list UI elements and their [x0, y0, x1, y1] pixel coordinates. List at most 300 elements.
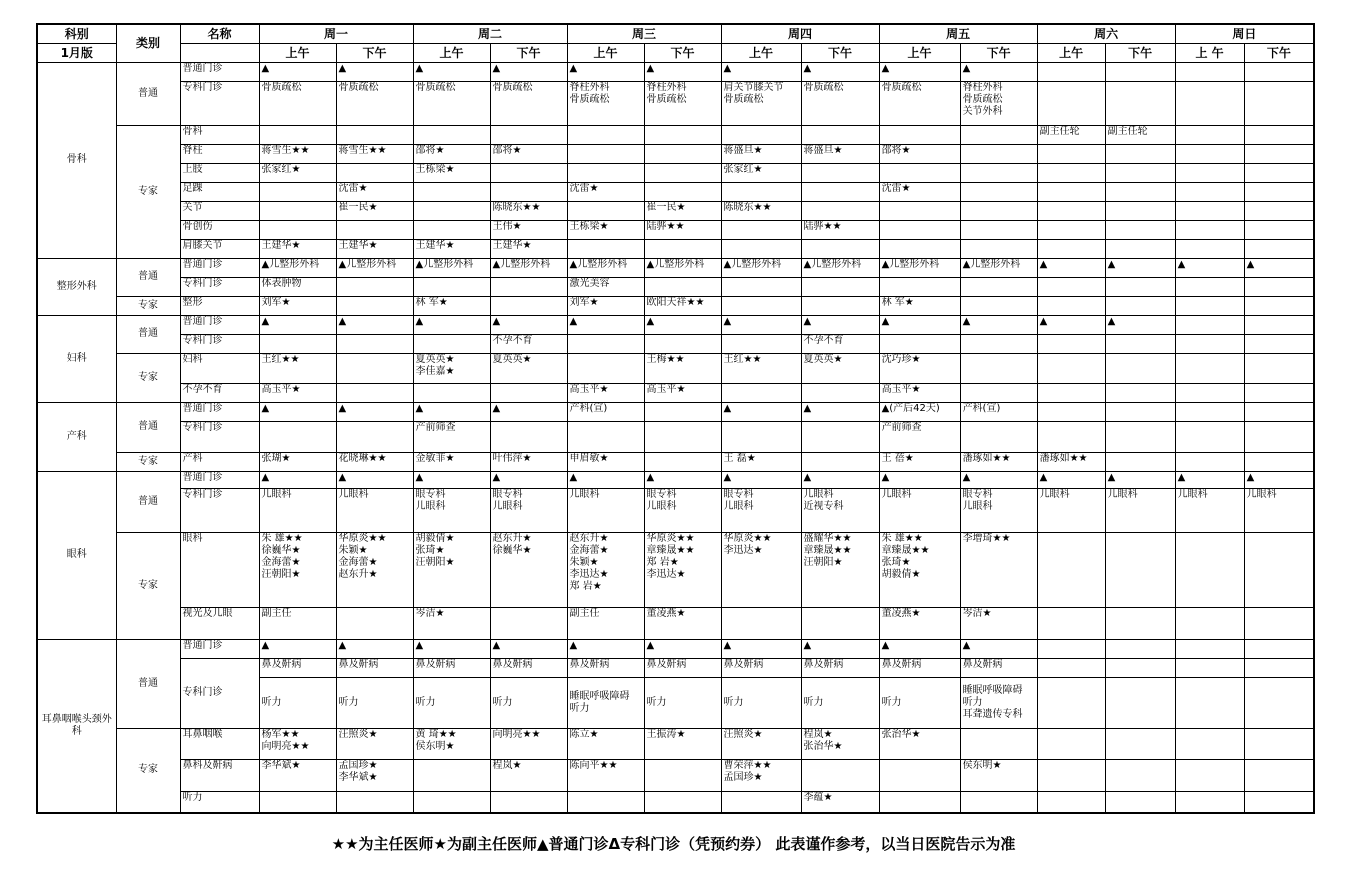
schedule-cell: 鼻及鼾病	[567, 658, 644, 677]
schedule-cell: ▲	[801, 639, 879, 658]
schedule-cell	[644, 277, 721, 296]
period-header: 上午	[879, 43, 960, 62]
day-header-fri: 周五	[879, 24, 1037, 43]
schedule-cell: 脊柱外科 骨质疏松	[567, 81, 644, 125]
schedule-cell: 董凌燕★	[644, 607, 721, 639]
schedule-cell: ▲儿整形外科	[490, 258, 567, 277]
schedule-cell: 鼻及鼾病	[960, 658, 1037, 677]
schedule-cell	[1037, 277, 1105, 296]
schedule-cell	[490, 182, 567, 201]
schedule-cell: ▲	[413, 62, 490, 81]
clinic-name: 视光及儿眼	[180, 607, 259, 639]
schedule-cell	[413, 182, 490, 201]
schedule-cell: 叶伟萍★	[490, 452, 567, 471]
schedule-cell	[1175, 334, 1244, 353]
schedule-cell	[336, 334, 413, 353]
schedule-cell: 欧阳天祥★★	[644, 296, 721, 315]
schedule-cell	[960, 144, 1037, 163]
schedule-cell	[1105, 607, 1175, 639]
schedule-row	[37, 258, 1314, 277]
clinic-name: 足踝	[180, 182, 259, 201]
period-header: 上午	[721, 43, 801, 62]
schedule-cell: ▲儿整形外科	[721, 258, 801, 277]
schedule-cell: 高玉平★	[259, 383, 336, 402]
schedule-cell: 眼专科 儿眼科	[413, 488, 490, 532]
clinic-name: 上肢	[180, 163, 259, 182]
schedule-row	[37, 452, 1314, 471]
schedule-cell	[336, 791, 413, 813]
schedule-cell: ▲	[1105, 315, 1175, 334]
schedule-cell	[413, 201, 490, 220]
schedule-cell: 鼻及鼾病	[644, 658, 721, 677]
schedule-cell	[960, 163, 1037, 182]
schedule-cell	[1244, 334, 1314, 353]
clinic-type: 专家	[116, 452, 180, 471]
schedule-cell	[644, 402, 721, 421]
schedule-cell	[1037, 353, 1105, 383]
schedule-cell: 华原炎★★ 章臻晟★★ 郑 岩★ 李迅达★	[644, 532, 721, 607]
day-header-wed: 周三	[567, 24, 721, 43]
department-name: 整形外科	[37, 258, 116, 315]
schedule-cell: 听力	[644, 677, 721, 728]
schedule-cell	[1037, 220, 1105, 239]
schedule-cell	[1175, 62, 1244, 81]
period-header: 下午	[336, 43, 413, 62]
period-header: 下午	[1244, 43, 1314, 62]
schedule-cell	[259, 334, 336, 353]
schedule-cell	[413, 791, 490, 813]
clinic-name: 骨创伤	[180, 220, 259, 239]
schedule-cell	[1105, 353, 1175, 383]
schedule-cell	[567, 421, 644, 452]
day-header-sun: 周日	[1175, 24, 1314, 43]
schedule-cell	[259, 421, 336, 452]
schedule-cell: ▲	[721, 402, 801, 421]
schedule-cell: 张家红★	[259, 163, 336, 182]
schedule-cell	[1105, 759, 1175, 791]
schedule-cell	[1037, 728, 1105, 759]
schedule-cell	[413, 334, 490, 353]
schedule-cell	[960, 125, 1037, 144]
schedule-cell: ▲	[801, 471, 879, 488]
schedule-cell: ▲	[644, 62, 721, 81]
clinic-name: 眼科	[180, 532, 259, 607]
schedule-cell: 儿眼科	[1175, 488, 1244, 532]
schedule-cell: 脊柱外科 骨质疏松	[644, 81, 721, 125]
schedule-cell: 副主任	[567, 607, 644, 639]
clinic-name: 听力	[180, 791, 259, 813]
schedule-cell	[1244, 402, 1314, 421]
schedule-cell	[960, 296, 1037, 315]
schedule-cell: 眼专科 儿眼科	[490, 488, 567, 532]
schedule-cell: 产科(宣)	[567, 402, 644, 421]
schedule-cell: 骨质疏松	[801, 81, 879, 125]
schedule-cell: ▲	[960, 471, 1037, 488]
schedule-cell: ▲(产后42天)	[879, 402, 960, 421]
schedule-cell: 听力	[336, 677, 413, 728]
schedule-cell	[721, 334, 801, 353]
period-header: 下午	[801, 43, 879, 62]
schedule-cell	[721, 296, 801, 315]
schedule-cell	[1244, 452, 1314, 471]
schedule-cell	[1037, 163, 1105, 182]
clinic-name: 专科门诊	[180, 488, 259, 532]
schedule-cell	[1105, 201, 1175, 220]
schedule-cell	[1244, 62, 1314, 81]
clinic-type: 普通	[116, 639, 180, 728]
schedule-cell: ▲	[960, 639, 1037, 658]
schedule-cell	[490, 125, 567, 144]
schedule-cell	[1105, 296, 1175, 315]
schedule-row	[37, 353, 1314, 383]
schedule-cell: 刘军★	[567, 296, 644, 315]
day-header-thu: 周四	[721, 24, 879, 43]
schedule-cell: 盛耀华★★ 章臻晟★★ 汪朝阳★	[801, 532, 879, 607]
schedule-cell: 高玉平★	[644, 383, 721, 402]
schedule-cell: ▲	[721, 62, 801, 81]
schedule-cell: 潘琢如★★	[960, 452, 1037, 471]
schedule-row	[37, 402, 1314, 421]
schedule-cell: ▲	[721, 471, 801, 488]
schedule-cell	[1105, 81, 1175, 125]
schedule-cell	[1175, 383, 1244, 402]
schedule-cell: 董凌燕★	[879, 607, 960, 639]
schedule-cell	[721, 383, 801, 402]
schedule-cell	[567, 125, 644, 144]
schedule-cell	[1037, 421, 1105, 452]
schedule-cell: ▲	[567, 471, 644, 488]
schedule-cell: 眼专科 儿眼科	[644, 488, 721, 532]
schedule-cell: 不孕不育	[801, 334, 879, 353]
clinic-name: 专科门诊	[180, 277, 259, 296]
schedule-cell	[721, 182, 801, 201]
schedule-cell: 听力	[721, 677, 801, 728]
schedule-cell	[801, 182, 879, 201]
schedule-cell	[801, 239, 879, 258]
schedule-cell: 王建华★	[336, 239, 413, 258]
schedule-cell	[801, 383, 879, 402]
schedule-cell	[1105, 277, 1175, 296]
schedule-cell: ▲	[490, 315, 567, 334]
period-header: 上午	[259, 43, 336, 62]
schedule-cell: ▲	[259, 315, 336, 334]
schedule-cell	[1244, 239, 1314, 258]
schedule-cell: ▲	[336, 639, 413, 658]
schedule-cell: 王伟★	[490, 220, 567, 239]
schedule-cell	[1175, 421, 1244, 452]
schedule-cell: 睡眠呼吸障碍 听力 耳聋遗传专科	[960, 677, 1037, 728]
schedule-cell	[721, 421, 801, 452]
schedule-cell	[644, 759, 721, 791]
clinic-name: 脊柱	[180, 144, 259, 163]
schedule-cell: ▲	[644, 639, 721, 658]
schedule-cell	[960, 220, 1037, 239]
schedule-row	[37, 421, 1314, 452]
clinic-type: 专家	[116, 125, 180, 258]
schedule-cell	[1244, 81, 1314, 125]
schedule-cell: 林 军★	[413, 296, 490, 315]
version-label: 1月版	[37, 43, 116, 62]
schedule-cell	[1037, 62, 1105, 81]
schedule-cell: 王红★★	[259, 353, 336, 383]
schedule-cell	[644, 182, 721, 201]
schedule-cell	[721, 607, 801, 639]
schedule-cell: 鼻及鼾病	[801, 658, 879, 677]
schedule-cell: 赵东升★ 金海蕾★ 朱颖★ 李迅达★ 郑 岩★	[567, 532, 644, 607]
schedule-cell: 儿眼科 近视专科	[801, 488, 879, 532]
schedule-cell	[1037, 201, 1105, 220]
schedule-cell	[1037, 334, 1105, 353]
day-header-sat: 周六	[1037, 24, 1175, 43]
schedule-cell: 听力	[490, 677, 567, 728]
period-header: 下午	[960, 43, 1037, 62]
schedule-cell	[259, 201, 336, 220]
schedule-cell	[1037, 532, 1105, 607]
schedule-cell: 潘琢如★★	[1037, 452, 1105, 471]
schedule-cell	[1244, 759, 1314, 791]
schedule-cell: 岑洁★	[960, 607, 1037, 639]
schedule-cell	[259, 182, 336, 201]
schedule-cell	[1105, 182, 1175, 201]
schedule-cell	[801, 607, 879, 639]
schedule-cell: 陈向平★★	[567, 759, 644, 791]
schedule-cell	[490, 383, 567, 402]
schedule-cell: ▲	[801, 62, 879, 81]
schedule-cell	[567, 144, 644, 163]
schedule-cell: ▲	[336, 402, 413, 421]
schedule-cell	[1037, 81, 1105, 125]
schedule-cell	[879, 759, 960, 791]
schedule-cell	[1244, 639, 1314, 658]
clinic-name: 专科门诊	[180, 658, 259, 728]
schedule-cell	[1175, 201, 1244, 220]
schedule-row	[37, 334, 1314, 353]
day-header-mon: 周一	[259, 24, 413, 43]
clinic-name: 普通门诊	[180, 402, 259, 421]
clinic-name: 整形	[180, 296, 259, 315]
department-name: 骨科	[37, 62, 116, 258]
schedule-cell	[1244, 296, 1314, 315]
schedule-cell: 崔一民★	[336, 201, 413, 220]
schedule-cell: 程岚★	[490, 759, 567, 791]
schedule-cell	[960, 383, 1037, 402]
schedule-cell	[490, 163, 567, 182]
schedule-cell	[960, 277, 1037, 296]
period-header: 上 午	[1175, 43, 1244, 62]
schedule-row	[37, 728, 1314, 759]
clinic-name: 专科门诊	[180, 81, 259, 125]
schedule-cell: 鼻及鼾病	[879, 658, 960, 677]
schedule-cell: 王红★★	[721, 353, 801, 383]
schedule-cell	[1244, 144, 1314, 163]
schedule-cell	[801, 421, 879, 452]
schedule-cell	[1244, 220, 1314, 239]
schedule-cell	[960, 728, 1037, 759]
schedule-cell	[1105, 639, 1175, 658]
schedule-cell: ▲	[413, 315, 490, 334]
schedule-cell	[644, 791, 721, 813]
schedule-cell: 蒋盛旦★	[801, 144, 879, 163]
schedule-cell	[801, 296, 879, 315]
schedule-cell: ▲儿整形外科	[644, 258, 721, 277]
schedule-cell	[721, 277, 801, 296]
schedule-cell	[1175, 296, 1244, 315]
schedule-cell: ▲	[960, 315, 1037, 334]
schedule-cell: 儿眼科	[879, 488, 960, 532]
schedule-cell: 沈雷★	[336, 182, 413, 201]
schedule-cell: 激光美容	[567, 277, 644, 296]
schedule-cell: 申眉敏★	[567, 452, 644, 471]
clinic-name: 普通门诊	[180, 62, 259, 81]
schedule-cell: 产前筛查	[879, 421, 960, 452]
schedule-cell: 陈晓东★★	[490, 201, 567, 220]
schedule-cell: ▲	[801, 402, 879, 421]
schedule-cell: ▲	[259, 639, 336, 658]
schedule-cell	[1105, 62, 1175, 81]
schedule-cell	[1244, 201, 1314, 220]
schedule-cell: 李增琦★★	[960, 532, 1037, 607]
schedule-cell	[413, 125, 490, 144]
schedule-cell	[1244, 315, 1314, 334]
schedule-cell: ▲	[879, 62, 960, 81]
schedule-row	[37, 62, 1314, 81]
schedule-cell	[1175, 402, 1244, 421]
schedule-cell	[1244, 353, 1314, 383]
schedule-cell	[879, 163, 960, 182]
schedule-cell: 金敏菲★	[413, 452, 490, 471]
schedule-cell	[644, 239, 721, 258]
schedule-cell: 高玉平★	[567, 383, 644, 402]
schedule-cell: 花晓琳★★	[336, 452, 413, 471]
schedule-cell	[1175, 239, 1244, 258]
schedule-cell: 儿眼科	[1105, 488, 1175, 532]
schedule-cell	[1037, 296, 1105, 315]
schedule-cell: 王 磊★	[721, 452, 801, 471]
schedule-cell	[1175, 658, 1244, 677]
schedule-cell	[1244, 125, 1314, 144]
schedule-cell: 王 蓓★	[879, 452, 960, 471]
schedule-cell	[1244, 163, 1314, 182]
schedule-cell: 胡毅倩★ 张琦★ 汪朝阳★	[413, 532, 490, 607]
schedule-cell: ▲	[879, 471, 960, 488]
schedule-cell	[1105, 452, 1175, 471]
schedule-cell	[490, 421, 567, 452]
schedule-cell: 王栋梁★	[413, 163, 490, 182]
schedule-cell	[1105, 334, 1175, 353]
schedule-cell	[1244, 607, 1314, 639]
schedule-cell	[1175, 677, 1244, 728]
schedule-cell: ▲	[1244, 471, 1314, 488]
schedule-cell	[1244, 677, 1314, 728]
schedule-cell	[259, 220, 336, 239]
schedule-cell: 陆骅★★	[801, 220, 879, 239]
schedule-cell	[1105, 791, 1175, 813]
schedule-cell	[336, 125, 413, 144]
schedule-cell: 华原炎★★ 朱颖★ 金海蕾★ 赵东升★	[336, 532, 413, 607]
schedule-cell	[1037, 639, 1105, 658]
schedule-cell: 夏英英★ 李佳嘉★	[413, 353, 490, 383]
schedule-row	[37, 296, 1314, 315]
schedule-cell: 林 军★	[879, 296, 960, 315]
schedule-cell	[1175, 220, 1244, 239]
schedule-cell: 副主任	[259, 607, 336, 639]
schedule-cell	[1244, 182, 1314, 201]
schedule-cell: 儿眼科	[336, 488, 413, 532]
schedule-cell: 汪照炎★	[336, 728, 413, 759]
schedule-row	[37, 315, 1314, 334]
schedule-cell	[879, 277, 960, 296]
department-name: 产科	[37, 402, 116, 471]
schedule-row	[37, 144, 1314, 163]
schedule-row	[37, 163, 1314, 182]
schedule-cell: ▲儿整形外科	[413, 258, 490, 277]
schedule-cell: ▲	[259, 62, 336, 81]
schedule-cell	[567, 239, 644, 258]
schedule-cell: 汪照炎★	[721, 728, 801, 759]
clinic-type: 普通	[116, 315, 180, 353]
schedule-cell: ▲	[413, 471, 490, 488]
schedule-cell	[960, 239, 1037, 258]
clinic-type: 专家	[116, 728, 180, 813]
schedule-row	[37, 658, 1314, 677]
schedule-cell: 儿眼科	[1037, 488, 1105, 532]
schedule-cell	[1105, 728, 1175, 759]
schedule-cell: ▲	[960, 62, 1037, 81]
schedule-cell: ▲	[1105, 258, 1175, 277]
schedule-cell	[801, 277, 879, 296]
schedule-cell	[1105, 220, 1175, 239]
schedule-cell: ▲儿整形外科	[960, 258, 1037, 277]
schedule-cell: 李华斌★	[259, 759, 336, 791]
schedule-cell	[1105, 658, 1175, 677]
schedule-cell: ▲	[336, 315, 413, 334]
schedule-cell: 骨质疏松	[259, 81, 336, 125]
clinic-type: 专家	[116, 296, 180, 315]
schedule-cell: 岑洁★	[413, 607, 490, 639]
schedule-cell	[1105, 239, 1175, 258]
clinic-name: 骨科	[180, 125, 259, 144]
schedule-cell	[644, 452, 721, 471]
schedule-cell	[644, 163, 721, 182]
schedule-cell: 鼻及鼾病	[490, 658, 567, 677]
schedule-cell: ▲	[1037, 471, 1105, 488]
period-header: 下午	[490, 43, 567, 62]
schedule-row	[37, 759, 1314, 791]
department-name: 妇科	[37, 315, 116, 402]
clinic-schedule-table	[36, 23, 1315, 814]
schedule-cell: 儿眼科	[567, 488, 644, 532]
schedule-cell: 朱 雄★★ 徐巍华★ 金海蕾★ 汪朝阳★	[259, 532, 336, 607]
schedule-cell: 不孕不育	[490, 334, 567, 353]
schedule-cell: 体表肿物	[259, 277, 336, 296]
schedule-cell	[721, 125, 801, 144]
clinic-name: 普通门诊	[180, 639, 259, 658]
schedule-cell	[1105, 677, 1175, 728]
clinic-type: 普通	[116, 471, 180, 532]
schedule-cell	[336, 383, 413, 402]
schedule-cell: ▲	[567, 315, 644, 334]
schedule-cell: 骨质疏松	[879, 81, 960, 125]
schedule-cell: 曹荣萍★★ 孟国珍★	[721, 759, 801, 791]
schedule-cell	[879, 791, 960, 813]
schedule-cell: ▲	[490, 402, 567, 421]
schedule-cell	[1175, 182, 1244, 201]
day-header-tue: 周二	[413, 24, 567, 43]
schedule-cell	[721, 239, 801, 258]
schedule-cell: 蒋雪生★★	[259, 144, 336, 163]
schedule-row	[37, 125, 1314, 144]
schedule-cell	[567, 163, 644, 182]
